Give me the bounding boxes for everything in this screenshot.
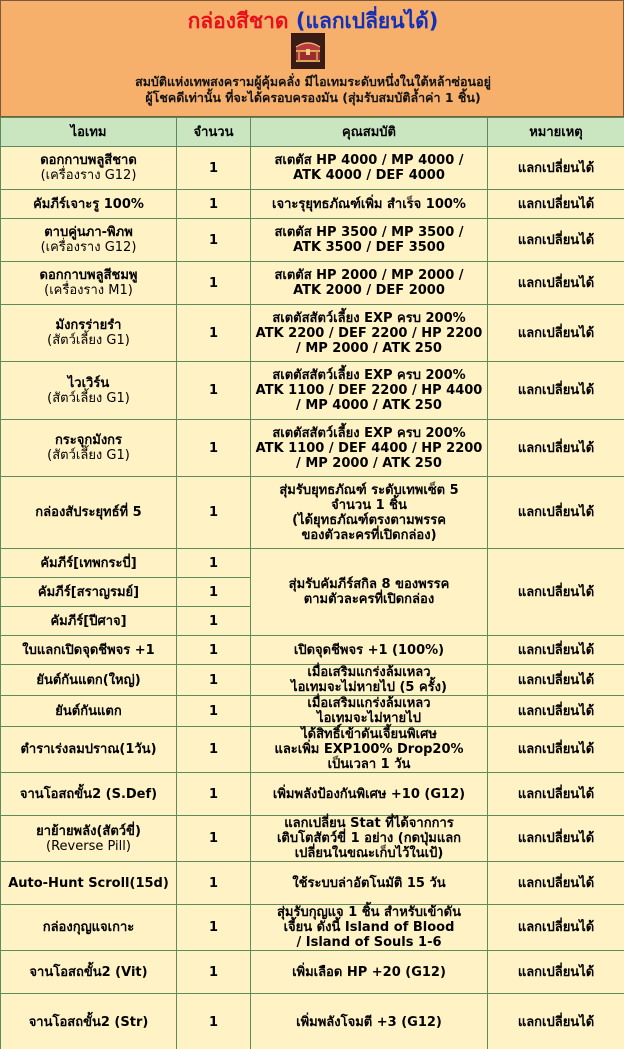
note-cell [488, 773, 624, 816]
item-quantity: 1 [208, 440, 219, 456]
item-attribute-line: ตามตัวละครที่เปิดกล่อง [303, 592, 435, 607]
item-attribute-line: สุ่มรับคัมภีร์สกิล 8 ของพรรค [288, 577, 450, 592]
item-attribute-line: ไอเทมจะไม่หายไป (5 ครั้ง) [291, 680, 447, 695]
header-panel [0, 0, 624, 117]
item-cell [1, 262, 177, 305]
item-category: (Reverse Pill) [46, 838, 131, 854]
item-attribute-line: เจี้ยน ดังนี้ Island of Blood [283, 920, 455, 935]
item-cell [1, 362, 177, 420]
item-name: กล่องสัประยุทธ์ที่ 5 [35, 505, 142, 520]
attr-cell [251, 477, 488, 549]
item-attribute-line: ATK 1100 / DEF 2200 / HP 4400 [255, 383, 483, 398]
item-name: จานโอสถขั้น2 (Vit) [29, 964, 148, 980]
item-cell [1, 994, 177, 1049]
description-line-1: สมบัติแห่งเทพสงครามผู้คุ้มคลั่ง มีไอเทมระดับหนึ่งในใต้หล้าซ่อนอยู่ [135, 74, 491, 89]
table-row [1, 147, 624, 190]
note-cell [488, 951, 624, 994]
item-attribute-line: สเตตัส HP 4000 / MP 4000 / [274, 153, 464, 168]
item-cell [1, 951, 177, 994]
item-cell [1, 549, 177, 578]
item-name: คัมภีร์[สราญรมย์] [37, 584, 140, 600]
item-note: แลกเปลี่ยนได้ [517, 1015, 595, 1030]
note-cell [488, 219, 624, 262]
item-attribute-line: ได้สิทธิ์เข้าดันเจี้ยนพิเศษ [301, 727, 437, 742]
qty-cell [177, 951, 251, 994]
page-title [1, 7, 624, 35]
item-quantity: 1 [208, 786, 219, 802]
attr-cell [251, 305, 488, 362]
treasure-chest-icon [291, 33, 325, 69]
item-attribute-line: ไอเทมจะไม่หายไป [317, 711, 421, 726]
item-attribute-line: ใช้ระบบล่าอัตโนมัติ 15 วัน [292, 875, 446, 891]
item-attribute-line: เมื่อเสริมแกร่งล้มเหลว [307, 696, 431, 711]
item-cell [1, 420, 177, 477]
attr-cell [251, 420, 488, 477]
item-attribute-line: สเตตัสสัตว์เลี้ยง EXP ครบ 200% [272, 310, 466, 326]
item-attribute-line: สุ่มรับยุทธภัณฑ์ ระดับเทพเซ็ต 5 [279, 482, 459, 498]
qty-cell [177, 773, 251, 816]
attr-cell [251, 665, 488, 696]
qty-cell [177, 994, 251, 1049]
item-attribute-line: เติบโตสัตว์ขี่ 1 อย่าง (กดปุ่มแลก [276, 831, 462, 846]
attr-cell [251, 362, 488, 420]
note-cell [488, 862, 624, 905]
item-name: ดอกกาบพลูสีชาด [40, 153, 137, 168]
table-row [1, 994, 624, 1049]
attr-cell [251, 549, 488, 636]
item-name: ตาบคู่นภา-พิภพ [44, 225, 133, 240]
qty-cell [177, 362, 251, 420]
item-quantity: 1 [208, 584, 219, 600]
table-row [1, 305, 624, 362]
item-cell [1, 696, 177, 727]
item-quantity: 1 [208, 831, 219, 846]
item-note: แลกเปลี่ยนได้ [517, 672, 595, 688]
item-name: ยันต์กันแตก [55, 703, 122, 719]
item-cell [1, 578, 177, 607]
note-cell [488, 994, 624, 1049]
item-category: (สัตว์เลี้ยง G1) [47, 333, 130, 348]
item-name: คัมภีร์[ปีศาจ] [50, 613, 127, 629]
title-sub: (แลกเปลี่ยนได้) [295, 9, 439, 33]
item-quantity: 1 [208, 613, 219, 629]
item-attribute-line: ATK 1100 / DEF 4400 / HP 2200 [255, 440, 483, 456]
qty-cell [177, 147, 251, 190]
note-cell [488, 549, 624, 636]
note-cell [488, 147, 624, 190]
note-cell [488, 696, 624, 727]
qty-cell [177, 190, 251, 219]
item-note: แลกเปลี่ยนได้ [517, 920, 595, 935]
item-note: แลกเปลี่ยนได้ [517, 742, 595, 757]
item-cell [1, 477, 177, 549]
item-cell [1, 636, 177, 665]
item-quantity: 1 [208, 703, 219, 719]
item-attribute-line: ATK 4000 / DEF 4000 [293, 168, 445, 183]
qty-cell [177, 305, 251, 362]
item-quantity: 1 [208, 383, 219, 398]
item-category: (เครื่องราง G12) [40, 240, 137, 255]
qty-cell [177, 549, 251, 578]
item-note: แลกเปลี่ยนได้ [517, 505, 595, 520]
attr-cell [251, 219, 488, 262]
item-note: แลกเปลี่ยนได้ [517, 160, 595, 176]
header-description [1, 74, 624, 106]
item-name: Auto-Hunt Scroll(15d) [8, 875, 169, 891]
item-attribute-line: สเตตัส HP 3500 / MP 3500 / [274, 225, 464, 240]
item-name: ยันต์กันแตก(ใหญ่) [36, 672, 141, 688]
table-row [1, 362, 624, 420]
note-cell [488, 420, 624, 477]
item-note: แลกเปลี่ยนได้ [517, 196, 595, 212]
table-row [1, 190, 624, 219]
item-note: แลกเปลี่ยนได้ [517, 232, 595, 248]
attr-cell [251, 727, 488, 773]
items-table [0, 117, 624, 1049]
qty-cell [177, 607, 251, 636]
item-name: จานโอสถขั้น2 (S.Def) [19, 786, 158, 802]
table-row [1, 905, 624, 951]
item-attribute-line: เพิ่มเลือด HP +20 (G12) [292, 964, 446, 980]
item-cell [1, 727, 177, 773]
item-attribute-line: / MP 2000 / ATK 250 [296, 455, 442, 471]
item-note: แลกเปลี่ยนได้ [517, 383, 595, 398]
table-row [1, 477, 624, 549]
item-note: แลกเปลี่ยนได้ [517, 875, 595, 891]
qty-cell [177, 727, 251, 773]
item-quantity: 1 [208, 672, 219, 688]
item-quantity: 1 [208, 964, 219, 980]
item-name: ไวเวิร์น [67, 375, 110, 391]
item-attribute-line: จำนวน 1 ชิ้น [331, 497, 407, 513]
item-quantity: 1 [208, 275, 219, 291]
col-header-note: หมายเหตุ [488, 118, 624, 147]
qty-cell [177, 420, 251, 477]
item-attribute-line: เพิ่มพลังโจมตี +3 (G12) [296, 1015, 442, 1030]
attr-cell [251, 636, 488, 665]
item-name: มังกรร่ายรำ [55, 318, 122, 333]
qty-cell [177, 636, 251, 665]
note-cell [488, 262, 624, 305]
item-attribute-line: เพิ่มพลังป้องกันพิเศษ +10 (G12) [272, 786, 466, 802]
qty-cell [177, 862, 251, 905]
qty-cell [177, 477, 251, 549]
item-quantity: 1 [208, 742, 219, 757]
item-name: ยาย้ายพลัง(สัตว์ขี่) [36, 823, 141, 839]
description-line-2: ผู้โชคดีเท่านั้น ที่จะได้ครอบครองมัน (สุ่มรับสมบัติล้ำค่า 1 ชิ้น) [145, 90, 481, 105]
item-cell [1, 190, 177, 219]
table-row [1, 727, 624, 773]
item-name: ตำราเร่งลมปราณ(1วัน) [20, 742, 157, 757]
note-cell [488, 477, 624, 549]
item-note: แลกเปลี่ยนได้ [517, 584, 595, 600]
item-name: จานโอสถขั้น2 (Str) [28, 1015, 149, 1030]
item-attribute-line: สุ่มรับกุญแจ 1 ชิ้น สำหรับเข้าดัน [276, 905, 461, 920]
item-note: แลกเปลี่ยนได้ [517, 786, 595, 802]
item-cell [1, 305, 177, 362]
col-header-item: ไอเทม [1, 118, 177, 147]
attr-cell [251, 994, 488, 1049]
attr-cell [251, 862, 488, 905]
item-name: ใบแลกเปิดจุดชีพจร +1 [22, 642, 155, 658]
item-cell [1, 773, 177, 816]
item-attribute-line: สเตตัสสัตว์เลี้ยง EXP ครบ 200% [272, 368, 466, 383]
item-quantity: 1 [208, 642, 219, 658]
item-attribute-line: สเตตัส HP 2000 / MP 2000 / [274, 268, 464, 283]
item-attribute-line: เจาะรุยุทธภัณฑ์เพิ่ม สำเร็จ 100% [272, 196, 466, 212]
item-note: แลกเปลี่ยนได้ [517, 440, 595, 456]
attr-cell [251, 773, 488, 816]
item-attribute-line: เปิดจุดชีพจร +1 (100%) [293, 642, 445, 658]
attr-cell [251, 262, 488, 305]
item-note: แลกเปลี่ยนได้ [517, 703, 595, 719]
attr-cell [251, 147, 488, 190]
table-row [1, 549, 624, 578]
table-row [1, 420, 624, 477]
note-cell [488, 190, 624, 219]
attr-cell [251, 951, 488, 994]
item-quantity: 1 [208, 505, 219, 520]
qty-cell [177, 816, 251, 862]
qty-cell [177, 696, 251, 727]
item-cell [1, 607, 177, 636]
item-quantity: 1 [208, 875, 219, 891]
item-category: (สัตว์เลี้ยง G1) [47, 448, 130, 463]
item-quantity: 1 [208, 555, 219, 571]
item-name: ดอกกาบพลูสีชมพู [39, 268, 138, 283]
col-header-qty: จำนวน [177, 118, 251, 147]
note-cell [488, 905, 624, 951]
item-attribute-line: เป็นเวลา 1 วัน [327, 757, 411, 772]
attr-cell [251, 696, 488, 727]
item-name: คัมภีร์[เทพกระบี่] [40, 555, 137, 571]
qty-cell [177, 219, 251, 262]
note-cell [488, 362, 624, 420]
table-row [1, 636, 624, 665]
attr-cell [251, 905, 488, 951]
item-attribute-line: สเตตัสสัตว์เลี้ยง EXP ครบ 200% [272, 425, 466, 441]
table-row [1, 262, 624, 305]
item-note: แลกเปลี่ยนได้ [517, 831, 595, 846]
item-attribute-line: เปลี่ยนในขณะเก็บไว้ในเป้) [294, 846, 444, 861]
item-category: (เครื่องราง M1) [44, 283, 133, 298]
item-attribute-line: แลกเปลี่ยน Stat ที่ได้จากการ [284, 816, 454, 831]
table-row [1, 816, 624, 862]
note-cell [488, 305, 624, 362]
item-quantity: 1 [208, 1015, 219, 1030]
item-note: แลกเปลี่ยนได้ [517, 964, 595, 980]
item-attribute-line: / MP 4000 / ATK 250 [296, 398, 442, 413]
item-note: แลกเปลี่ยนได้ [517, 325, 595, 341]
item-attribute-line: / Island of Souls 1-6 [296, 935, 442, 950]
table-header-row [1, 118, 624, 147]
item-attribute-line: ATK 2000 / DEF 2000 [293, 283, 445, 298]
item-name: คัมภีร์เจาะรู 100% [33, 196, 144, 212]
table-row [1, 951, 624, 994]
item-note: แลกเปลี่ยนได้ [517, 642, 595, 658]
item-quantity: 1 [208, 920, 219, 935]
qty-cell [177, 665, 251, 696]
item-note: แลกเปลี่ยนได้ [517, 275, 595, 291]
item-category: (เครื่องราง G12) [40, 168, 137, 183]
item-name: กระจุกมังกร [54, 433, 123, 448]
note-cell [488, 816, 624, 862]
item-quantity: 1 [208, 325, 219, 341]
item-attribute-line: เมื่อเสริมแกร่งล้มเหลว [307, 665, 431, 680]
item-attribute-line: และเพิ่ม EXP100% Drop20% [274, 742, 464, 757]
table-row [1, 862, 624, 905]
item-attribute-line: ของตัวละครที่เปิดกล่อง) [301, 527, 437, 543]
item-name: กล่องกุญแจเกาะ [42, 920, 135, 935]
title-main: กล่องสีชาด [187, 9, 289, 33]
item-attribute-line: ATK 3500 / DEF 3500 [293, 240, 445, 255]
item-category: (สัตว์เลี้ยง G1) [47, 390, 130, 406]
note-cell [488, 727, 624, 773]
item-quantity: 1 [208, 160, 219, 176]
item-attribute-line: ATK 2200 / DEF 2200 / HP 2200 [255, 325, 483, 341]
item-cell [1, 219, 177, 262]
attr-cell [251, 190, 488, 219]
table-row [1, 696, 624, 727]
note-cell [488, 636, 624, 665]
col-header-attr: คุณสมบัติ [251, 118, 488, 147]
qty-cell [177, 905, 251, 951]
qty-cell [177, 262, 251, 305]
item-quantity: 1 [208, 232, 219, 248]
qty-cell [177, 578, 251, 607]
item-cell [1, 816, 177, 862]
table-body [1, 147, 624, 1049]
item-quantity: 1 [208, 196, 219, 212]
item-cell [1, 665, 177, 696]
item-attribute-line: / MP 2000 / ATK 250 [296, 340, 442, 356]
note-cell [488, 665, 624, 696]
attr-cell [251, 816, 488, 862]
table-row [1, 665, 624, 696]
item-cell [1, 905, 177, 951]
item-cell [1, 147, 177, 190]
item-attribute-line: (ได้ยุทธภัณฑ์ตรงตามพรรค [292, 512, 446, 528]
table-row [1, 773, 624, 816]
table-row [1, 219, 624, 262]
item-cell [1, 862, 177, 905]
